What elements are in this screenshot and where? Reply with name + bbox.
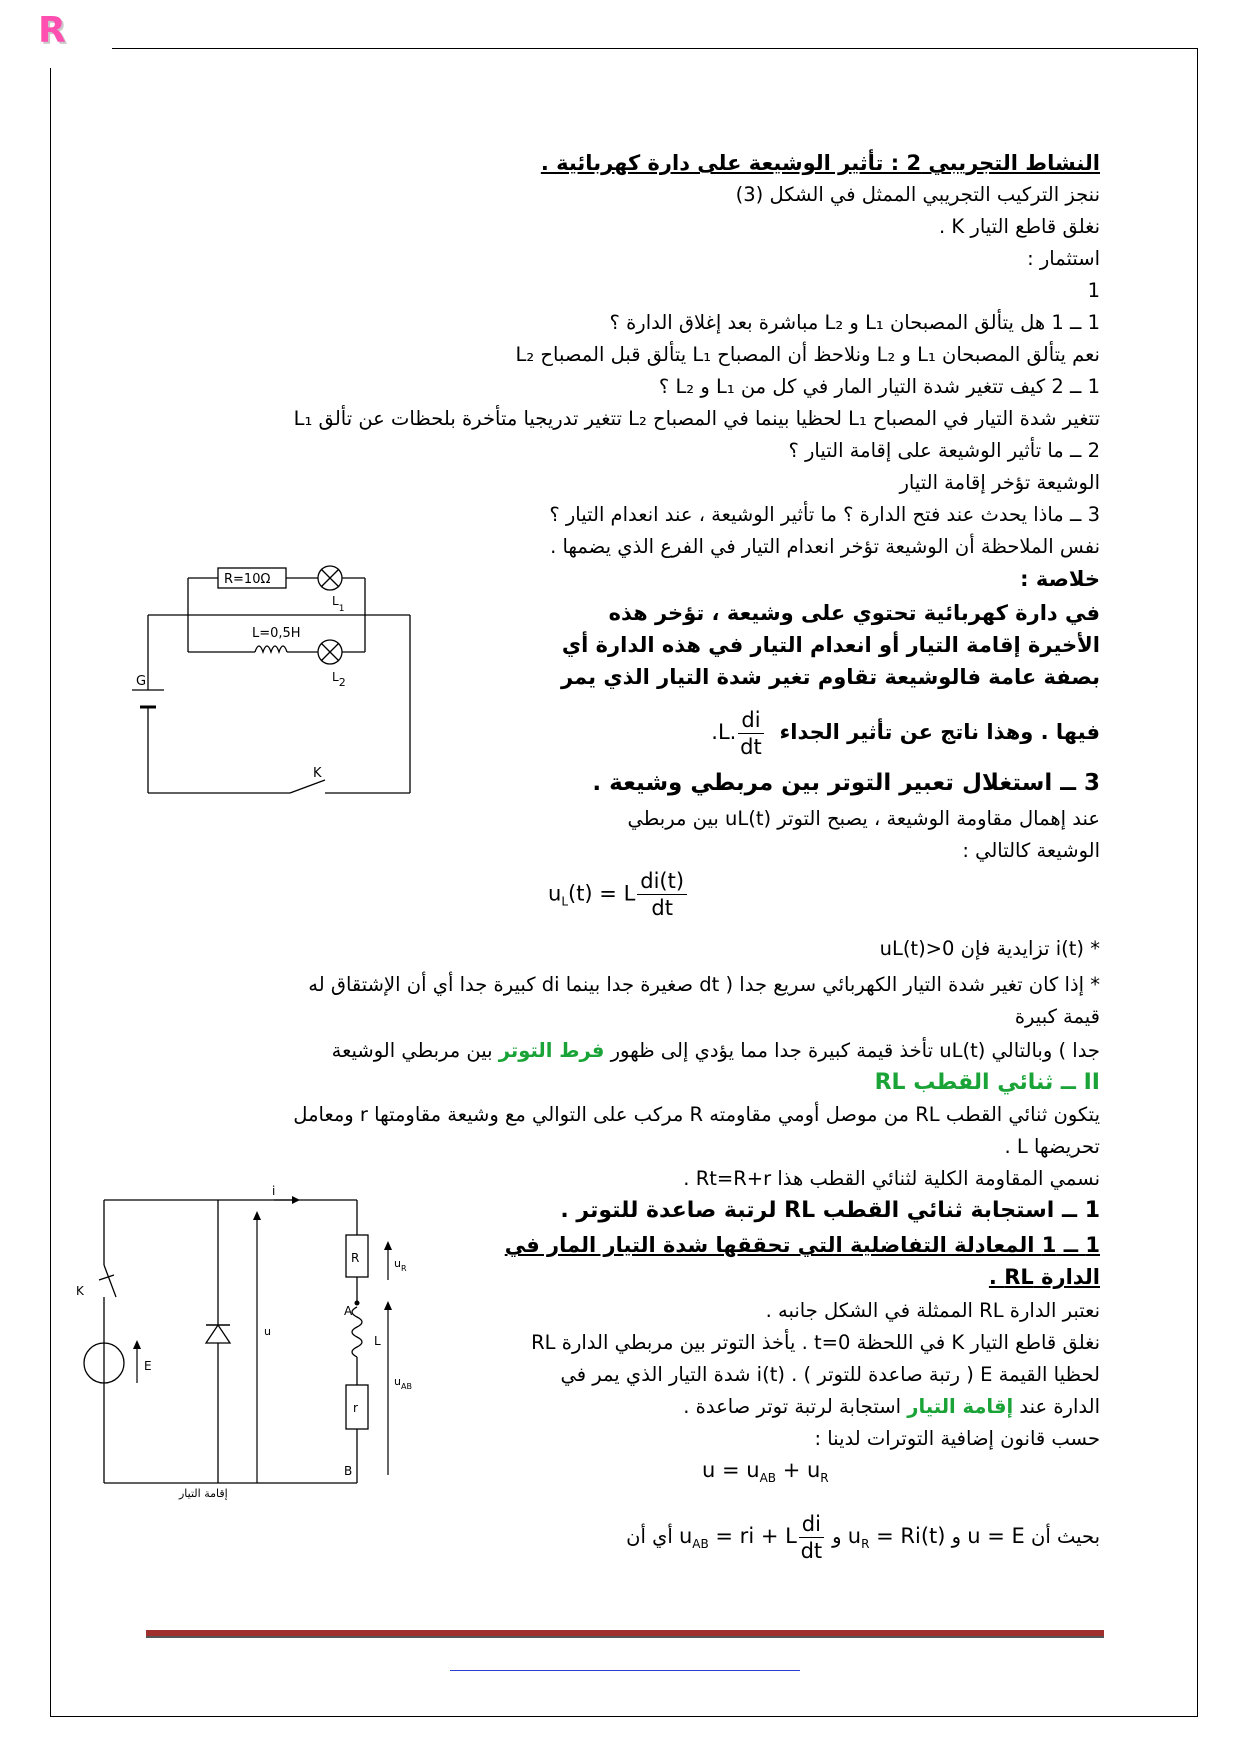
conclusion-last-line [711,702,1100,762]
eq-part: = Ri(t) [869,1524,946,1548]
arrow-uab-head [384,1301,392,1310]
fraction [738,707,763,760]
lamp-1-label [332,594,344,614]
final-pre: بحيث أن [1031,1525,1100,1548]
node-b-label: B [344,1464,353,1478]
activity-line: 1 ــ 2 كيف تتغير شدة التيار المار في كل من L₁ و L₂ ؟ [658,375,1100,398]
eq-part: u [678,1524,693,1548]
inductor-coil [255,646,287,652]
final-equation-line [626,1506,1100,1574]
resistor-label: R [351,1251,360,1265]
inductor-coil [352,1307,362,1357]
section3-bullet: * إذا كان تغير شدة التيار الكهربائي سريع جدا ( dt صغيرة جدا بينما di كبيرة جدا أي أن الإشتقاق له [308,973,1100,996]
switch-k [104,1265,116,1297]
eq-sub: AB [759,1471,777,1486]
arrow-e-head [133,1340,141,1349]
final-post: أي أن [626,1525,673,1548]
section3-line: الوشيعة كالتالي : [962,839,1100,862]
activity-line: 1 [1087,279,1100,302]
activity-line: نعم يتألق المصبحان L₁ و L₂ ونلاحظ أن المصباح L₁ يتألق قبل المصباح L₂ [515,343,1100,366]
section3-title: 3 ــ استغلال تعبير التوتر بين مربطي وشيعة . [592,770,1100,796]
switch-label: K [76,1284,84,1298]
frame-right-line [1197,48,1198,1716]
section-ii1-line: لحظيا القيمة E ( رتبة صاعدة للتوتر ) . i(t) شدة التيار الذي يمر في [560,1363,1100,1386]
inductor-label: L [374,1334,381,1348]
fraction-numerator: di [799,1511,824,1538]
overvoltage-term: فرط التوتر [498,1039,605,1062]
formula-mid: (t) = L [568,881,636,906]
section-ii1-title: 1 ــ استجابة ثنائي القطب RL لرتبة صاعدة للتوتر . [560,1198,1100,1223]
section3-formula [548,868,689,921]
conclusion-line: الأخيرة إقامة التيار أو انعدام التيار في هذه الدارة أي [561,633,1100,657]
inductor-label: L=0,5H [252,626,301,641]
circuit-caption: إقامة التيار [179,1487,228,1500]
conjunction: و [951,1525,962,1548]
fraction-numerator: di [738,707,763,734]
node-a-label: A [344,1304,353,1318]
section-ii-line: يتكون ثنائي القطب RL من موصل أومي مقاومته R مركب على التوالي مع وشيعة مقاومتها r ومعامل [293,1103,1100,1126]
switch-arrow [99,1275,114,1280]
eq-sub: AB [692,1537,709,1552]
ur-sub: R [400,1264,407,1273]
conclusion-end: . [711,720,718,744]
section-ii1-subtitle: الدارة RL . [988,1265,1100,1289]
section-ii1-line: نغلق قاطع التيار K في اللحظة t=0 . يأخذ التوتر بين مربطي الدارة RL [531,1331,1100,1354]
activity-line: الوشيعة تؤخر إقامة التيار [899,471,1100,494]
section-ii-line: نسمي المقاومة الكلية لثنائي القطب هذا Rt=R+r . [683,1167,1100,1190]
section-ii-line: تحريضها L . [1004,1135,1100,1158]
lamp-1-letter: L [332,594,339,608]
section3-bullet-3 [332,1036,1100,1066]
current-label: i [272,1185,276,1198]
circuit-rl [74,1185,434,1500]
fraction-denominator: dt [800,1538,823,1563]
bullet3-post: بين مربطي الوشيعة [331,1039,493,1062]
uab-letter: u [394,1375,401,1388]
arrow-u-head [253,1211,261,1220]
conclusion-line: في دارة كهربائية تحتوي على وشيعة ، تؤخر هذه [608,601,1100,625]
line-post: استجابة لرتبة توتر صاعدة . [683,1395,902,1418]
source-label: E [144,1359,152,1373]
formula-prefix: L. [717,720,737,744]
fraction [799,1511,824,1564]
bullet3-pre: جدا ) وبالتالي uL(t) تأخذ قيمة كبيرة جدا مما يؤدي إلى ظهور [610,1039,1100,1062]
generator-gap [130,690,166,708]
activity-line: 2 ــ ما تأثير الوشيعة على إقامة التيار ؟ [788,439,1100,462]
voltage-ur-label [394,1257,407,1273]
activity-title: النشاط التجريبي 2 : تأثير الوشيعة على دارة كهربائية . [540,151,1100,175]
conclusion-formula [717,707,772,759]
resistor-label: R=10Ω [224,572,271,587]
eq-ur [847,1524,946,1552]
arrow-ur-head [384,1241,392,1250]
fraction-numerator: di(t) [637,868,687,895]
voltage-uab-label [394,1375,412,1391]
section-ii1-law: حسب قانون إضافية التوترات لدينا : [814,1427,1100,1450]
lamp-2-sub: 2 [338,676,346,689]
section-ii1-line: نعتبر الدارة RL الممثلة في الشكل جانبه . [765,1299,1100,1322]
eq-part: = ri + L [708,1524,797,1548]
activity-line: 3 ــ ماذا يحدث عند فتح الدارة ؟ ما تأثير الوشيعة ، عند انعدام التيار ؟ [549,503,1100,526]
formula-sub: L [561,894,568,909]
footer-decorative-line [146,1630,1104,1638]
uab-sub: AB [400,1382,412,1391]
lamp-2-letter: L [332,670,339,684]
activity-line: 1 ــ 1 هل يتألق المصبحان L₁ و L₂ مباشرة بعد إغلاق الدارة ؟ [609,311,1100,334]
eq-sub: R [820,1471,829,1486]
frame-left-line [50,68,51,1716]
eq-part: u = u [702,1458,760,1482]
section3-line: عند إهمال مقاومة الوشيعة ، يصبح التوتر uL(t) بين مربطي [627,807,1100,830]
diode [206,1325,230,1343]
eq-sub: R [861,1537,870,1552]
current-arrow-head [292,1196,300,1204]
eq-part: + u [776,1458,821,1482]
voltage-u-label: u [264,1325,271,1338]
eq-part: u [847,1524,862,1548]
fraction [637,868,687,921]
eq-uab [678,1511,826,1563]
fraction-denominator: dt [651,896,673,920]
generator-label: G [136,674,147,689]
section-ii-title: II ــ ثنائي القطب RL [874,1070,1100,1095]
section3-bullet: قيمة كبيرة [1014,1005,1100,1028]
ur-letter: u [394,1257,401,1270]
node-a [355,1301,360,1306]
frame-top-line [112,48,1198,49]
switch [290,780,325,793]
formula-u: u [548,881,562,906]
small-r-label: r [353,1401,358,1415]
section3-bullet: * i(t) تزايدية فإن uL(t)>0 [879,937,1100,960]
fraction-denominator: dt [740,734,762,759]
line-pre: الدارة عند [1019,1395,1100,1418]
current-establishment-term: إقامة التيار [907,1395,1014,1418]
eq-u-equals-e: u = E [967,1524,1025,1548]
switch-label: K [313,766,322,781]
voltage-sum-equation [702,1458,829,1485]
frame-bottom-line [50,1716,1198,1717]
conclusion-title: خلاصة : [1020,567,1100,591]
activity-line: ننجز التركيب التجريبي الممثل في الشكل (3) [735,183,1100,206]
activity-line: استثمار : [1027,247,1100,270]
conjunction: و [832,1525,842,1548]
footer-link-underline [450,1670,800,1671]
section-ii1-subtitle: 1 ــ 1 المعادلة التفاضلية التي تحققها شدة التيار المار في [504,1233,1100,1257]
activity-line: نفس الملاحظة أن الوشيعة تؤخر انعدام التيار في الفرع الذي يضمها . [550,535,1100,558]
circuit-figure-3 [120,555,470,795]
lamp-2-label [332,670,346,689]
activity-line: تتغير شدة التيار في المصباح L₁ لحظيا بينما في المصباح L₂ تتغير تدريجيا متأخرة بلحظات عن تألق L₁ [293,407,1100,430]
conclusion-last-text: فيها . وهذا ناتج عن تأثير الجداء [779,720,1100,744]
section-ii1-line [683,1392,1100,1422]
activity-line: نغلق قاطع التيار K . [939,215,1100,238]
conclusion-line: بصفة عامة فالوشيعة تقاوم تغير شدة التيار الذي يمر [561,665,1100,689]
logo: R [38,10,66,51]
lamp-1-sub: 1 [338,604,345,614]
